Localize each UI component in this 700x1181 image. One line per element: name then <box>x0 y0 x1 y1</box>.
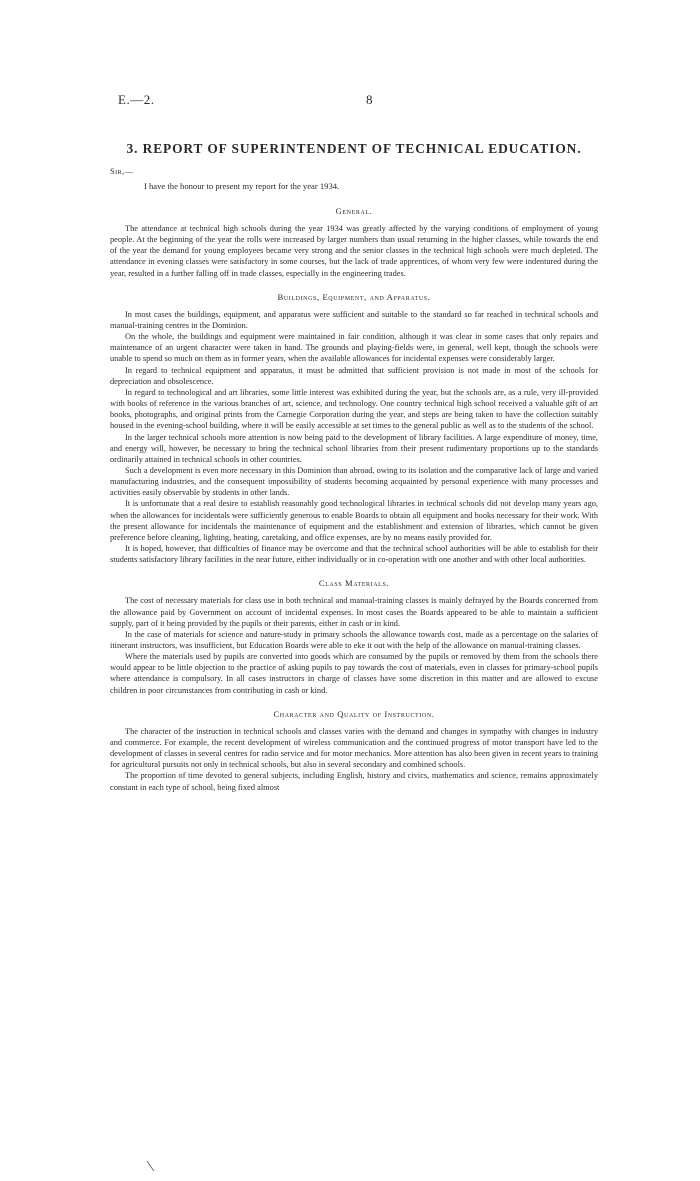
salutation: Sir,— <box>110 167 134 176</box>
paragraph: The cost of necessary materials for class use in both technical and manual-training classes is mainly defrayed by the Boards concerned from the allowance paid by Government on account of incidental expenses. In most cases the Boards appeared to be able to maintain a sufficient supply, part of it being provided by the pupils or their parents, either in cash or in kind. <box>110 596 598 628</box>
paragraph: In most cases the buildings, equipment, and apparatus were sufficient and suitable to the standard so far reached in technical schools and manual-training centres in the Dominion. <box>110 309 598 330</box>
paragraph: The character of the instruction in technical schools and classes varies with the demand and changes in sympathy with changes in industry and commerce. For example, the recent development of wireless communication and the continued progress of motor transport have led to the development of classes in several centres for radio service and for motor mechanics. More attention has also been given in recent years to training for agricultural pursuits not only in technical schools, but also in several secondary and combined schools. <box>110 726 598 770</box>
opening-sentence: I have the honour to present my report for the year 1934. <box>144 181 340 191</box>
section-heading-class-materials: Class Materials. <box>318 578 390 589</box>
page-reference: E.—2. <box>118 92 155 107</box>
scan-mark <box>146 1160 156 1172</box>
paragraph: On the whole, the buildings and equipment were maintained in fair condition, although it was clear in some cases that only repairs and maintenance of an urgent character were taken in hand. The grounds and playing-fields were, in general, well kept, though the schools were unable to spend so much on them as in former years, when the available allowances for incidental expenses were considerably larger. <box>110 332 598 364</box>
report-body <box>110 140 598 793</box>
paragraph: It is unfortunate that a real desire to establish reasonably good technological libraries in technical schools did not develop many years ago, when the allowances for incidentals were sufficiently generous to enable Boards to obtain all equipment and books necessary for their work. With the present allowance for incidentals the maintenance of equipment and the establishment and extension of libraries, which cannot be given preference before cleaning, lighting, heating, caretaking, and office expenses, are by no means easily provided for. <box>110 499 598 542</box>
section-heading-buildings: Buildings, Equipment, and Apparatus. <box>277 291 431 302</box>
paragraph: Where the materials used by pupils are converted into goods which are consumed by the pupils or removed by them from the schools there would appear to be little objection to the practice of asking pupils to pay towards the cost of materials, even in classes for primary-school pupils where attendance is compulsory. In all cases instructors in charge of classes have some discretion in this matter and are allowed to excuse children in poor circumstances from contributing in cash or kind. <box>110 652 598 695</box>
report-title: 3. REPORT OF SUPERINTENDENT OF TECHNICAL EDUCATION. <box>126 141 582 156</box>
section-heading-general: General. <box>335 206 373 216</box>
paragraph: The proportion of time devoted to general subjects, including English, history and civics, mathematics and science, remains approximately constant in each type of school, being fixed almost <box>110 771 598 792</box>
paragraph: Such a development is even more necessary in this Dominion than abroad, owing to its isolation and the comparative lack of large and varied manufacturing industries, and the consequent impossibility of students becoming acquainted by personal experience with many processes and activities easily observable by students in other lands. <box>110 465 598 498</box>
paragraph: In regard to technical equipment and apparatus, it must be admitted that sufficient provision is not made in most of the schools for depreciation and obsolescence. <box>110 365 598 386</box>
paragraph: It is hoped, however, that difficulties of finance may be overcome and that the technical school authorities will be able to establish for their students satisfactory library facilities in the near future, either individually or in co-operation with one another and with other local authorities. <box>110 544 598 565</box>
paragraph: In the larger technical schools more attention is now being paid to the development of library facilities. A large expenditure of money, time, and energy will, however, be necessary to bring the technical school libraries from their present rudimentary proportions up to the standards ordinarily attained in technical schools in other countries. <box>110 432 598 464</box>
paragraph: The attendance at technical high schools during the year 1934 was greatly affected by the varying conditions of employment of young people. At the beginning of the year the rolls were increased by larger numbers than usual returning in the higher classes, while towards the end of the year the demand for young employees became very strong and the senior classes in the technical high schools were much depleted. The attendance in evening classes were satisfactory in some courses, but the lack of trade apprentices, of whom very few were indentured during the year, resulted in a further falling off in trade classes, especially in the engineering trades. <box>110 224 598 278</box>
paragraph: In the case of materials for science and nature-study in primary schools the allowance towards cost, made as a percentage on the salaries of itinerant instructors, was insufficient, but Education Boards were able to eke it out with the help of the allowance on manual-training classes. <box>110 629 598 650</box>
section-heading-instruction: Character and Quality of Instruction. <box>273 708 435 719</box>
page-number: 8 <box>366 92 373 107</box>
paragraph: In regard to technological and art libraries, some little interest was exhibited during the year, but the schools are, as a rule, very ill-provided with books of reference in the various branches of art, science, and technology. One country technical high school received a valuable gift of art books, photographs, and original prints from the Carnegie Corporation during the year, and steps are being taken to have the collection suitably housed in the evening-school building, where it will be easily accessible at set times to the general public as well as to the students of the school. <box>110 387 598 431</box>
